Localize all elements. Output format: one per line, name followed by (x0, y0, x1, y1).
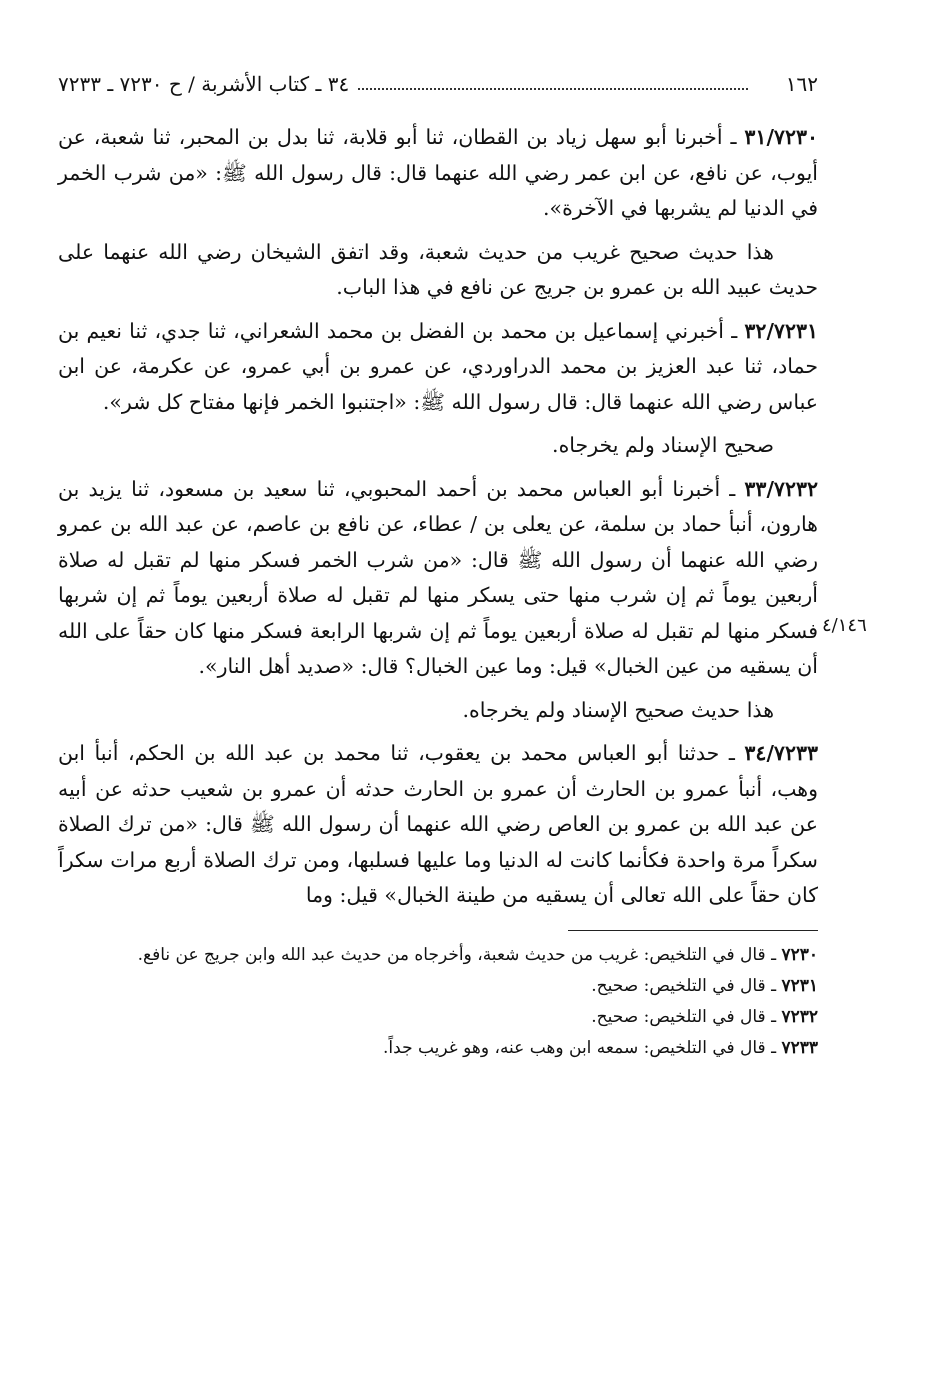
commentary-text: هذا حديث صحيح غريب من حديث شعبة، وقد اتفق الشيخان رضي الله عنهما على حديث عبيد الله بن عمرو بن جريج عن نافع في هذا الباب. (58, 239, 818, 299)
footnote (58, 941, 818, 969)
footnote (58, 1003, 818, 1031)
footnote (58, 972, 818, 1000)
header-dotted-leader (358, 88, 748, 90)
footnote-text: ـ قال في التلخيص: صحيح. (591, 975, 777, 996)
hadith-paragraph (58, 736, 818, 914)
commentary-paragraph (58, 693, 818, 729)
hadith-number: ٣١/٧٢٣٠ (744, 125, 818, 149)
hadith-text: ـ أخبرني إسماعيل بن محمد بن الفضل بن محمد الشعراني، ثنا جدي، ثنا نعيم بن حماد، ثنا عبد العزيز بن محمد الدراوردي، عن عمرو بن أبي عمرو، عن عكرمة، عن ابن عباس رضي الله عنهما قال: قال رسول الله ﷺ: «اجتنبوا الخمر فإنها مفتاح كل شر». (58, 318, 818, 414)
footnote-number: ٧٢٣٣ (781, 1037, 818, 1058)
footnote-separator (568, 930, 818, 931)
main-text (58, 120, 818, 914)
running-title: ٣٤ ـ كتاب الأشربة / ح ٧٢٣٠ ـ ٧٢٣٣ (58, 72, 350, 96)
hadith-paragraph (58, 314, 818, 421)
hadith-number: ٣٢/٧٢٣١ (744, 318, 818, 343)
book-page (58, 62, 867, 1332)
footnote (58, 1034, 818, 1062)
page-header (58, 62, 818, 106)
footnote-text: ـ قال في التلخيص: صحيح. (591, 1006, 777, 1027)
hadith-text: ـ أخبرنا أبو سهل زياد بن القطان، ثنا أبو قلابة، ثنا بدل بن المحبر، ثنا شعبة، عن أيوب، عن نافع، عن ابن عمر رضي الله عنهما قال: قال رسول الله ﷺ: «من شرب الخمر في الدنيا لم يشربها في الآخرة». (58, 125, 818, 220)
footnote-text: ـ قال في التلخيص: سمعه ابن وهب عنه، وهو غريب جداً. (383, 1037, 777, 1058)
footnotes (58, 941, 818, 1062)
footnote-number: ٧٢٣٠ (781, 944, 818, 965)
margin-reference: ٤/١٤٦ (822, 615, 867, 636)
footnote-number: ٧٢٣٢ (781, 1006, 818, 1027)
hadith-text: ـ حدثنا أبو العباس محمد بن يعقوب، ثنا محمد بن عبد الله بن الحكم، أنبأ ابن وهب، أنبأ عمرو بن الحارث أن عمرو بن الحارث حدثه أن عمرو بن شعيب حدثه عن أبيه عن عبد الله بن عمرو بن العاص رضي الله عنهما أن رسول الله ﷺ قال: «من ترك الصلاة سكراً مرة واحدة فكأنما كانت له الدنيا وما عليها فسلبها، ومن ترك الصلاة أربع مرات سكراً كان حقاً على الله تعالى أن يسقيه من طينة الخبال» قيل: وما (58, 741, 818, 907)
page-number: ١٦٢ (785, 72, 818, 96)
commentary-paragraph (58, 235, 818, 306)
hadith-number: ٣٣/٧٢٣٢ (744, 476, 818, 501)
footnote-number: ٧٢٣١ (781, 975, 818, 996)
commentary-text: صحيح الإسناد ولم يخرجاه. (552, 433, 774, 457)
commentary-paragraph (58, 428, 818, 464)
hadith-paragraph (58, 472, 818, 685)
commentary-text: هذا حديث صحيح الإسناد ولم يخرجاه. (462, 697, 774, 722)
hadith-paragraph (58, 120, 818, 227)
hadith-text: ـ أخبرنا أبو العباس محمد بن أحمد المحبوبي، ثنا سعيد بن مسعود، ثنا يزيد بن هارون، أنبأ حماد بن سلمة، عن يعلى بن / عطاء، عن نافع بن عاصم، عن عبد الله بن عمرو رضي الله عنهما أن رسول الله ﷺ قال: «من شرب الخمر فسكر منها لم تقبل له صلاة أربعين يوماً ثم إن شرب منها حتى يسكر منها لم تقبل له صلاة أربعين يوماً ثم إن شربها فسكر منها لم تقبل له صلاة أربعين يوماً ثم إن شربها الرابعة فسكر منها كان حقاً على الله أن يسقيه من عين الخبال» قيل: وما عين الخبال؟ قال: «صديد أهل النار». (58, 476, 818, 678)
hadith-number: ٣٤/٧٢٣٣ (744, 741, 818, 765)
footnote-text: ـ قال في التلخيص: غريب من حديث شعبة، وأخرجاه من حديث عبد الله وابن جريج عن نافع. (137, 944, 777, 965)
